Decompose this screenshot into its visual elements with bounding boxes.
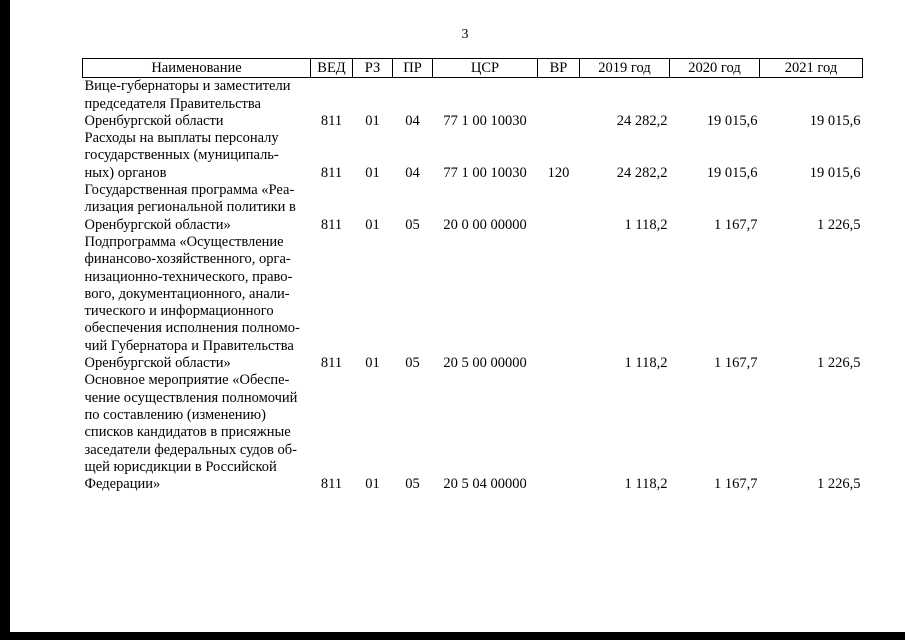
row-ved: 811: [320, 476, 343, 493]
row-pr: 04: [405, 112, 420, 129]
row-value-2020: 1 167,7: [714, 476, 758, 493]
table-row: [83, 372, 863, 493]
row-rz: 01: [365, 164, 380, 181]
row-name-line: государственных (муниципаль-: [84, 147, 279, 164]
row-name-line: по составлению (изменению): [84, 406, 266, 423]
row-ved: 811: [320, 355, 343, 372]
col-header-vr: ВР: [538, 59, 580, 78]
row-name-line: Оренбургской области»: [84, 216, 231, 233]
row-name-line: Вице-губернаторы и заместители: [84, 78, 291, 95]
row-rz: 01: [365, 216, 380, 233]
scan-border-left: [0, 0, 10, 640]
row-csr: 77 1 00 10030: [443, 112, 527, 129]
row-name-line: Федерации»: [84, 476, 161, 493]
row-value-2019: 24 282,2: [616, 164, 668, 181]
row-csr: 20 5 00 00000: [443, 355, 527, 372]
row-name-line: Государственная программа «Реа-: [84, 182, 295, 199]
row-name-line: списков кандидатов в присяжные: [84, 424, 291, 441]
row-name: [83, 130, 311, 182]
row-rz: 01: [365, 355, 380, 372]
row-rz: 01: [365, 476, 380, 493]
table-row: [83, 234, 863, 372]
row-value-2021: 1 226,5: [817, 355, 861, 372]
row-ved: 811: [320, 164, 343, 181]
row-pr: 05: [405, 216, 420, 233]
row-value-2019: 1 118,2: [624, 355, 668, 372]
row-name-line: тического и информационного: [84, 303, 274, 320]
col-header-csr: ЦСР: [433, 59, 538, 78]
col-header-2020: 2020 год: [670, 59, 760, 78]
row-value-2021: 19 015,6: [809, 112, 861, 129]
row-value-2021: 1 226,5: [817, 476, 861, 493]
row-name-line: вого, документационного, анали-: [84, 285, 290, 302]
row-name-line: низационно-технического, право-: [84, 268, 293, 285]
row-vr: [538, 372, 580, 493]
col-header-rz: РЗ: [353, 59, 393, 78]
row-value-2021: 1 226,5: [817, 216, 861, 233]
row-name: [83, 372, 311, 493]
row-ved: 811: [320, 216, 343, 233]
row-value-2019: 1 118,2: [624, 216, 668, 233]
row-name-line: Оренбургской области: [84, 112, 224, 129]
row-csr: 20 0 00 00000: [443, 216, 527, 233]
row-name: [83, 234, 311, 372]
row-name: [83, 182, 311, 234]
row-name-line: обеспечения исполнения полномо-: [84, 320, 300, 337]
table-body: [83, 78, 863, 494]
row-name-line: заседатели федеральных судов об-: [84, 441, 297, 458]
row-name: [83, 78, 311, 130]
table-row: [83, 78, 863, 130]
col-header-2019: 2019 год: [580, 59, 670, 78]
row-name-line: Расходы на выплаты персоналу: [84, 130, 279, 147]
row-csr: 77 1 00 10030: [443, 164, 527, 181]
row-value-2019: 24 282,2: [616, 112, 668, 129]
row-name-line: лизация региональной политики в: [84, 199, 296, 216]
row-value-2020: 1 167,7: [714, 216, 758, 233]
row-vr: [538, 234, 580, 372]
row-value-2020: 1 167,7: [714, 355, 758, 372]
row-csr: 20 5 04 00000: [443, 476, 527, 493]
row-name-line: чий Губернатора и Правительства: [84, 337, 294, 354]
row-name-line: ных) органов: [84, 164, 167, 181]
col-header-name: Наименование: [83, 59, 311, 78]
col-header-pr: ПР: [393, 59, 433, 78]
row-name-line: Основное мероприятие «Обеспе-: [84, 372, 290, 389]
row-name-line: чение осуществления полномочий: [84, 389, 298, 406]
row-name-line: Подпрограмма «Осуществление: [84, 233, 284, 250]
row-name-line: щей юрисдикции в Российской: [84, 458, 277, 475]
table-row: [83, 130, 863, 182]
row-value-2019: 1 118,2: [624, 476, 668, 493]
row-vr: [538, 78, 580, 130]
row-value-2021: 19 015,6: [809, 164, 861, 181]
row-value-2020: 19 015,6: [706, 112, 758, 129]
row-value-2020: 19 015,6: [706, 164, 758, 181]
table-row: [83, 182, 863, 234]
row-name-line: финансово-хозяйственного, орга-: [84, 251, 291, 268]
row-rz: 01: [365, 112, 380, 129]
row-name-line: Оренбургской области»: [84, 355, 231, 372]
row-pr: 05: [405, 355, 420, 372]
row-vr: 120: [547, 164, 570, 181]
col-header-2021: 2021 год: [760, 59, 863, 78]
page-number: 3: [461, 27, 469, 42]
row-pr: 05: [405, 476, 420, 493]
scan-border-bottom: [0, 632, 905, 640]
col-header-ved: ВЕД: [311, 59, 353, 78]
budget-table: [82, 58, 863, 493]
row-pr: 04: [405, 164, 420, 181]
row-vr: [538, 182, 580, 234]
row-name-line: председателя Правительства: [84, 95, 261, 112]
table-header-row: [83, 59, 863, 78]
row-ved: 811: [320, 112, 343, 129]
